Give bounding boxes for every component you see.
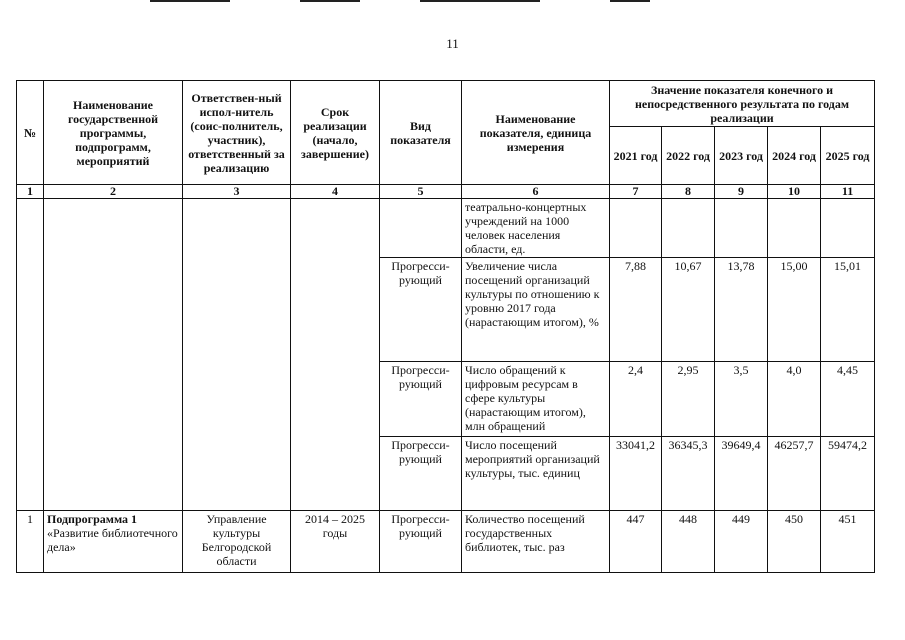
- row-value: 10,67: [662, 258, 715, 362]
- header-executor: Ответствен-ный испол-нитель (соис-полнитель, участник), ответственный за реализацию: [183, 81, 291, 185]
- row-kind: [380, 199, 462, 258]
- row-value: 36345,3: [662, 437, 715, 511]
- row-value: 59474,2: [821, 437, 875, 511]
- row-executor-cell: [183, 199, 291, 511]
- row-value: [662, 199, 715, 258]
- subprogram-title: Подпрограмма 1: [47, 512, 138, 526]
- column-number: 3: [183, 185, 291, 199]
- row-value: 448: [662, 511, 715, 573]
- header-period: Срок реализации (начало, завершение): [291, 81, 380, 185]
- scan-artifact-line: [300, 0, 360, 2]
- column-number: 11: [821, 185, 875, 199]
- row-indicator: Количество посещений государственных библиотек, тыс. раз: [462, 511, 610, 573]
- column-number: 10: [768, 185, 821, 199]
- row-value: 15,00: [768, 258, 821, 362]
- row-value: 33041,2: [610, 437, 662, 511]
- column-number: 9: [715, 185, 768, 199]
- header-indicator-name: Наименование показателя, единица измерения: [462, 81, 610, 185]
- column-number: 2: [44, 185, 183, 199]
- row-value: 7,88: [610, 258, 662, 362]
- header-year: 2021 год: [610, 127, 662, 185]
- column-number: 7: [610, 185, 662, 199]
- row-value: [768, 199, 821, 258]
- row-value: 4,0: [768, 362, 821, 437]
- header-values-group: Значение показателя конечного и непосредственного результата по годам реализации: [610, 81, 875, 127]
- column-number: 8: [662, 185, 715, 199]
- table-row: [17, 199, 875, 258]
- row-value: 15,01: [821, 258, 875, 362]
- column-number: 1: [17, 185, 44, 199]
- header-year: 2023 год: [715, 127, 768, 185]
- row-indicator: Число обращений к цифровым ресурсам в сфере культуры (нарастающим итогом), млн обращений: [462, 362, 610, 437]
- row-value: 3,5: [715, 362, 768, 437]
- page-number: 11: [446, 36, 459, 51]
- column-number: 5: [380, 185, 462, 199]
- row-value: 46257,7: [768, 437, 821, 511]
- row-period: 2014 – 2025 годы: [291, 511, 380, 573]
- row-value: 13,78: [715, 258, 768, 362]
- row-value: 4,45: [821, 362, 875, 437]
- row-no: 1: [17, 511, 44, 573]
- header-no: №: [17, 81, 44, 185]
- row-no-cell: [17, 199, 44, 511]
- column-number: 6: [462, 185, 610, 199]
- column-numbers-row: [17, 185, 875, 199]
- scan-artifact-line: [610, 0, 650, 2]
- row-value: [610, 199, 662, 258]
- header-year: 2022 год: [662, 127, 715, 185]
- header-indicator-kind: Вид показателя: [380, 81, 462, 185]
- row-indicator: Число посещений мероприятий организаций культуры, тыс. единиц: [462, 437, 610, 511]
- row-value: [715, 199, 768, 258]
- row-value: 2,95: [662, 362, 715, 437]
- row-kind: Прогресси-рующий: [380, 511, 462, 573]
- row-program-name: [44, 511, 183, 573]
- row-value: 450: [768, 511, 821, 573]
- row-indicator: Увеличение числа посещений организаций культуры по отношению к уровню 2017 года (нарастающим итогом), %: [462, 258, 610, 362]
- header-year: 2024 год: [768, 127, 821, 185]
- row-program-cell: [44, 199, 183, 511]
- row-value: 451: [821, 511, 875, 573]
- row-value: [821, 199, 875, 258]
- column-number: 4: [291, 185, 380, 199]
- row-value: 449: [715, 511, 768, 573]
- row-kind: Прогресси-рующий: [380, 362, 462, 437]
- row-value: 447: [610, 511, 662, 573]
- row-indicator: театрально-концертных учреждений на 1000 человек населения области, ед.: [462, 199, 610, 258]
- scan-artifact-line: [420, 0, 540, 2]
- table-row: [17, 511, 875, 573]
- subprogram-name: «Развитие библиотечного дела»: [47, 526, 178, 554]
- row-executor: Управление культуры Белгородской области: [183, 511, 291, 573]
- row-period-cell: [291, 199, 380, 511]
- row-value: 39649,4: [715, 437, 768, 511]
- scan-artifact-line: [150, 0, 230, 2]
- header-year: 2025 год: [821, 127, 875, 185]
- row-kind: Прогресси-рующий: [380, 437, 462, 511]
- indicators-table: [16, 80, 875, 573]
- header-program-name: Наименование государственной программы, подпрограмм, мероприятий: [44, 81, 183, 185]
- row-kind: Прогресси-рующий: [380, 258, 462, 362]
- row-value: 2,4: [610, 362, 662, 437]
